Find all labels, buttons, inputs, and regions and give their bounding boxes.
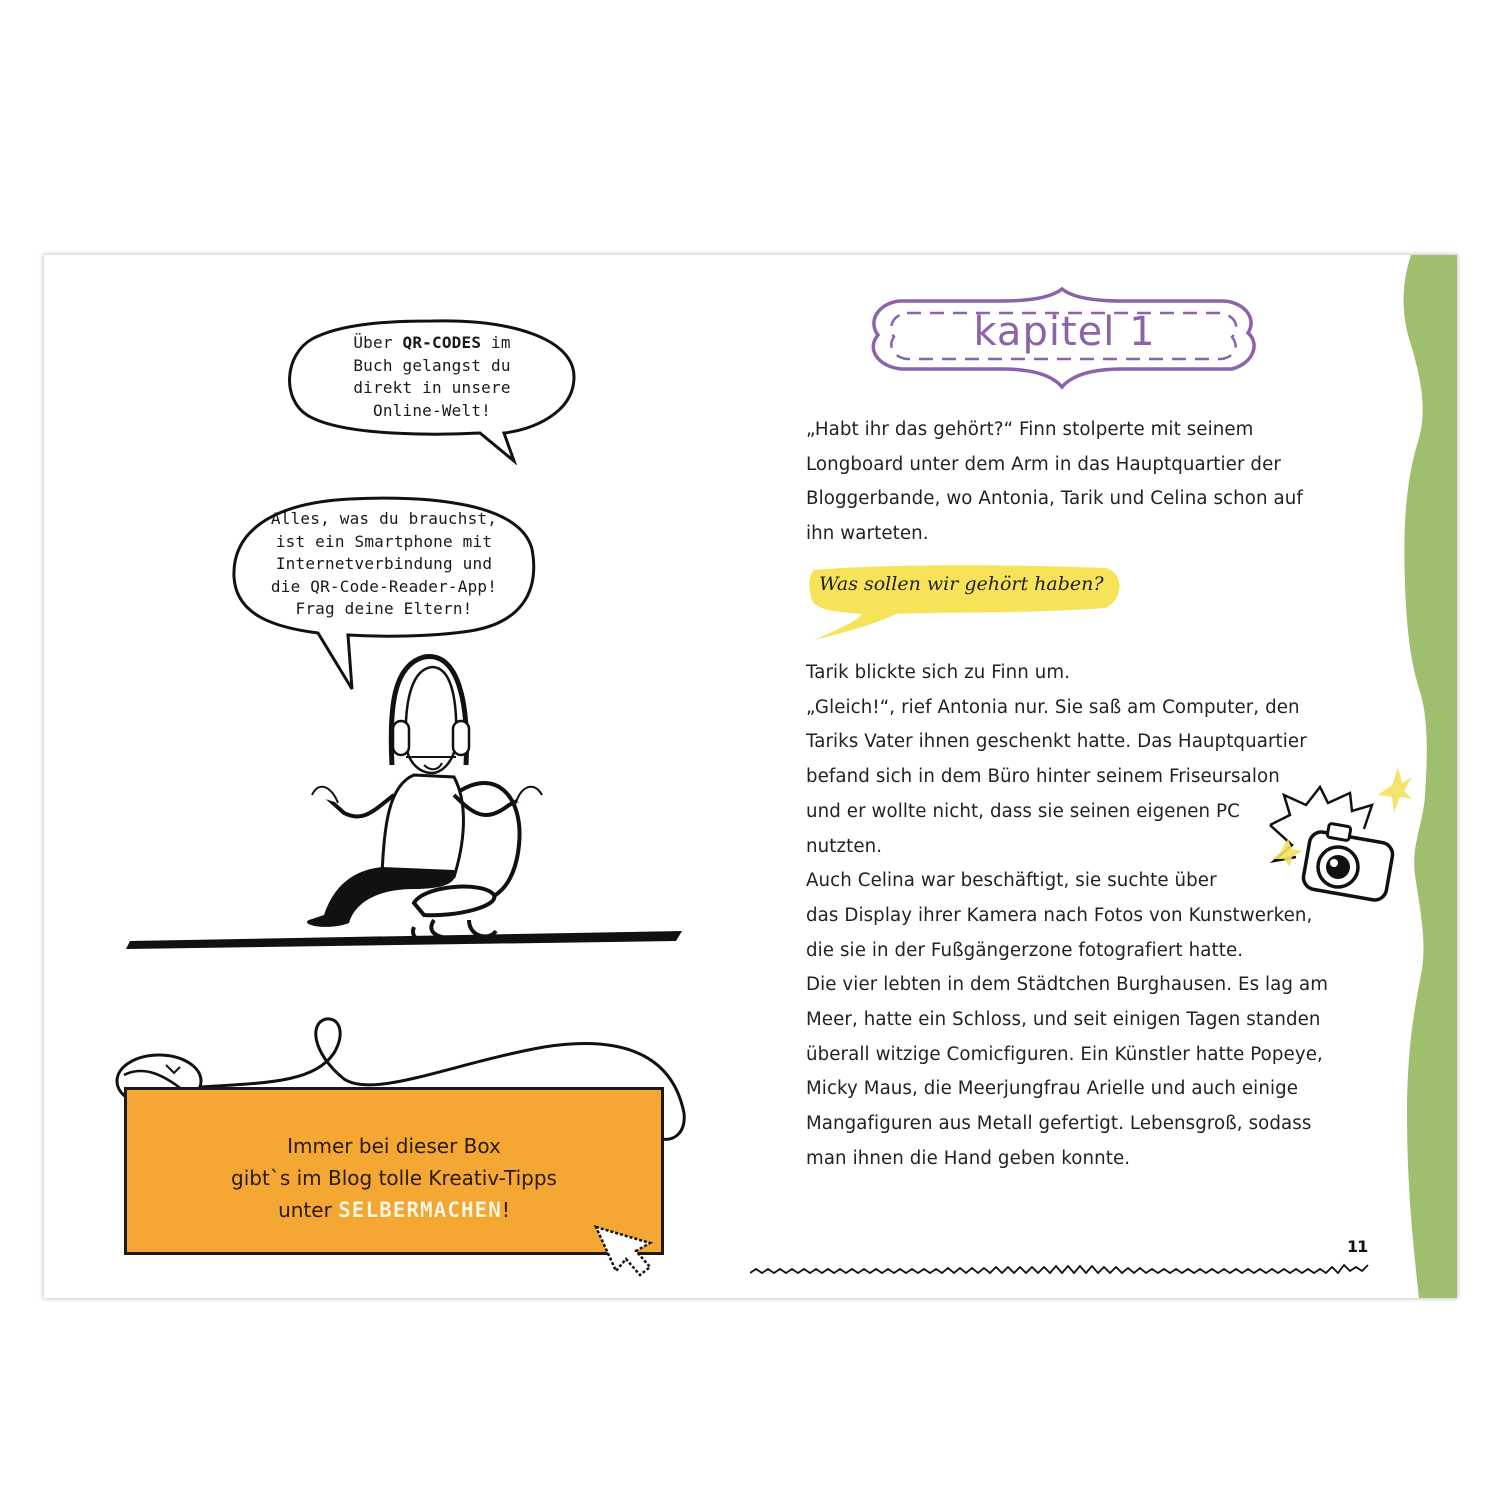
green-wavy-border bbox=[1397, 255, 1457, 1298]
info-box-line: unter bbox=[278, 1198, 339, 1222]
selbermachen-label: SELBERMACHEN bbox=[338, 1198, 502, 1222]
zigzag-divider bbox=[750, 1257, 1375, 1281]
bubble-text-line: direkt in unsere bbox=[353, 378, 511, 397]
info-box-text bbox=[127, 1130, 661, 1226]
text-line: Longboard unter dem Arm in das Hauptquartier der bbox=[806, 453, 1281, 475]
page-number: 11 bbox=[1347, 1237, 1368, 1256]
chapter-heading bbox=[862, 283, 1267, 393]
text-line: und er wollte nicht, dass sie seinen eigenen PC bbox=[806, 800, 1240, 822]
speech-bubble-bottom-text bbox=[234, 508, 534, 621]
mouse-pointer-icon bbox=[592, 1223, 662, 1283]
bubble-text-line: Über bbox=[353, 333, 403, 352]
text-line: ihn warteten. bbox=[806, 523, 929, 545]
bubble-text-line: Buch gelangst du bbox=[353, 355, 511, 375]
qr-codes-bold: QR-CODES bbox=[402, 333, 482, 352]
chapter-title: kapitel 1 bbox=[973, 309, 1156, 355]
text-line: befand sich in dem Büro hinter seinem Friseursalon bbox=[806, 766, 1280, 788]
bubble-text-line: ist ein Smartphone mit bbox=[275, 531, 493, 551]
info-box-line: gibt`s im Blog tolle Kreativ-Tipps bbox=[231, 1166, 557, 1190]
selbermachen-info-box bbox=[124, 1087, 664, 1255]
camera-icon bbox=[1262, 765, 1412, 905]
text-line: nutzten. bbox=[806, 835, 883, 857]
paragraph-2 bbox=[806, 656, 1328, 1177]
text-line: Meer, hatte ein Schloss, und seit einigen Tagen standen bbox=[806, 1009, 1321, 1031]
book-spread bbox=[44, 255, 1457, 1298]
text-line: „Habt ihr das gehört?“ Finn stolperte mit seinem bbox=[806, 419, 1254, 440]
text-line: Auch Celina war beschäftigt, sie suchte über bbox=[806, 870, 1217, 892]
text-line: Mangafiguren aus Metall gefertigt. Lebensgroß, sodass bbox=[806, 1113, 1312, 1135]
text-line: „Gleich!“, rief Antonia nur. Sie saß am Computer, den bbox=[806, 696, 1300, 718]
paragraph-1 bbox=[806, 413, 1303, 552]
text-line: Micky Maus, die Meerjungfrau Arielle und auch einige bbox=[806, 1078, 1299, 1100]
bubble-text-line: Frag deine Eltern! bbox=[295, 599, 473, 618]
info-box-line: Immer bei dieser Box bbox=[287, 1134, 501, 1158]
text-line: die sie in der Fußgängerzone fotografiert hatte. bbox=[806, 939, 1244, 961]
text-line: Tariks Vater ihnen geschenkt hatte. Das Hauptquartier bbox=[806, 731, 1307, 753]
bubble-text-line: die QR-Code-Reader-App! bbox=[270, 576, 498, 596]
text-line: Bloggerbande, wo Antonia, Tarik und Celina schon auf bbox=[806, 488, 1303, 510]
speech-bubble-top-text bbox=[302, 332, 562, 422]
info-box-line: ! bbox=[501, 1198, 510, 1222]
bubble-text-line: im bbox=[481, 333, 511, 352]
text-line: das Display ihrer Kamera nach Fotos von Kunstwerken, bbox=[806, 904, 1313, 926]
yellow-highlight-brush bbox=[806, 560, 1126, 640]
text-line: überall witzige Comicfiguren. Ein Künstler hatte Popeye, bbox=[806, 1043, 1323, 1065]
girl-headphones-illustration bbox=[124, 645, 694, 955]
highlight-quote: Was sollen wir gehört haben? bbox=[819, 573, 1104, 595]
text-line: Die vier lebten in dem Städtchen Burghausen. Es lag am bbox=[806, 974, 1329, 996]
bubble-text-line: Internetverbindung und bbox=[275, 554, 493, 573]
bubble-text-line: Online-Welt! bbox=[373, 400, 491, 420]
text-line: man ihnen die Hand geben konnte. bbox=[806, 1147, 1131, 1169]
bubble-text-line: Alles, was du brauchst, bbox=[270, 509, 498, 528]
text-line: Tarik blickte sich zu Finn um. bbox=[806, 662, 1071, 683]
